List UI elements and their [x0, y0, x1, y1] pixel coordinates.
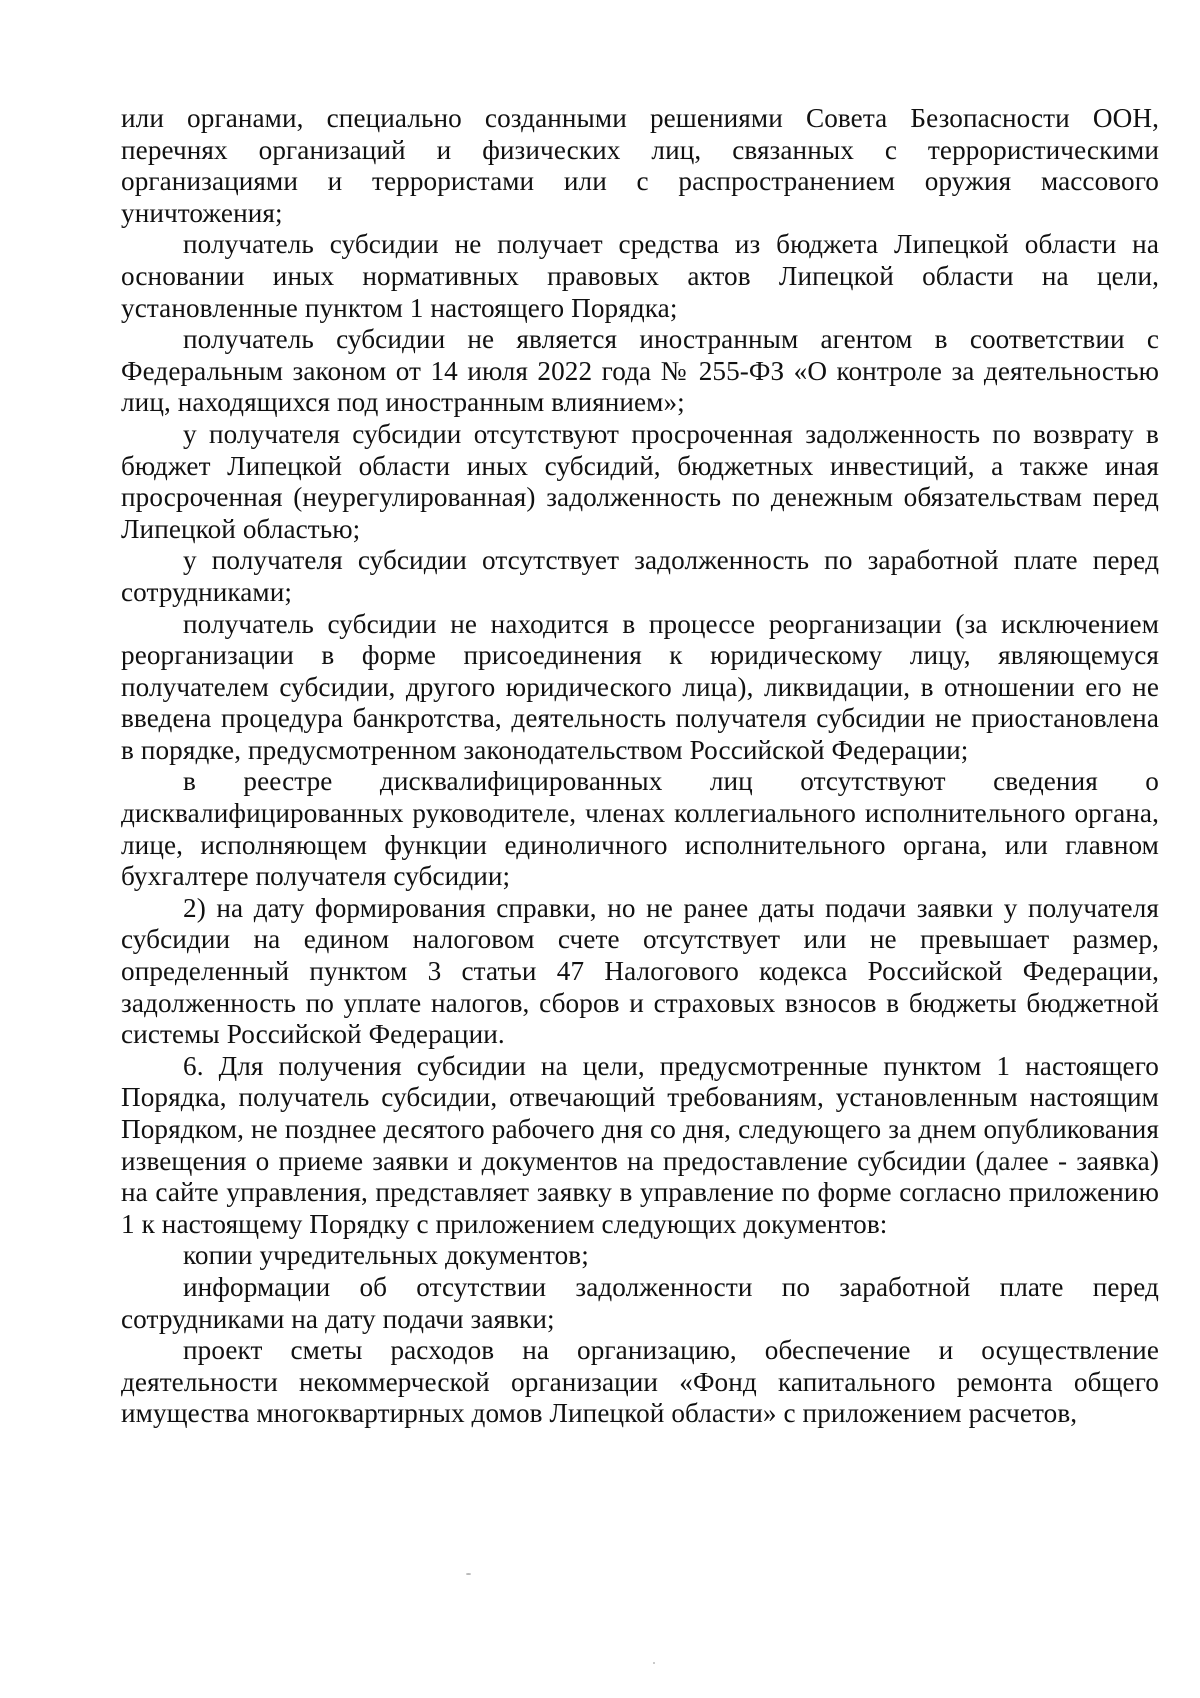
- paragraph-continuation: или органами, специально созданными решениями Совета Безопасности ООН, перечнях организаций и физических лиц, связанных с террористическими организациями и террористами или с распространением оружия массового уничтожения;: [121, 103, 1159, 228]
- paragraph-reorganization: получатель субсидии не находится в процессе реорганизации (за исключением реорганизации в форме присоединения к юридическому лицу, являющемуся получателем субсидии, другого юридического лица), ликвидации, в отношении его не введена процедура банкротства, деятельность получателя субсидии не приостановлена в порядке, предусмотренном законодательством Российской Федерации;: [121, 608, 1159, 765]
- paragraph-cost-estimate: проект сметы расходов на организацию, обеспечение и осуществление деятельности некоммерческой организации «Фонд капитального ремонта общего имущества многоквартирных домов Липецкой области» с приложением расчетов,: [121, 1335, 1159, 1429]
- paragraph-disqualified-register: в реестре дисквалифицированных лиц отсутствуют сведения о дисквалифицированных руководителе, членах коллегиального исполнительного органа, лице, исполняющем функции единоличного исполнительного органа, или главном бухгалтере получателя субсидии;: [121, 766, 1159, 892]
- paragraph-salary-debt: у получателя субсидии отсутствует задолженность по заработной плате перед сотрудниками;: [121, 545, 1159, 607]
- paragraph-budget-funds: получатель субсидии не получает средства из бюджета Липецкой области на основании иных нормативных правовых актов Липецкой области на цели, установленные пунктом 1 настоящего Порядка;: [121, 229, 1159, 323]
- paragraph-founding-documents: копии учредительных документов;: [183, 1240, 589, 1271]
- paragraph-foreign-agent: получатель субсидии не является иностранным агентом в соответствии с Федеральным законом от 14 июля 2022 года № 255-ФЗ «О контроле за деятельностью лиц, находящихся под иностранным влиянием»;: [121, 324, 1159, 418]
- paragraph-no-salary-debt-info: информации об отсутствии задолженности по заработной плате перед сотрудниками на дату подачи заявки;: [121, 1271, 1159, 1334]
- paragraph-tax-account: 2) на дату формирования справки, но не ранее даты подачи заявки у получателя субсидии на едином налоговом счете отсутствует или не превышает размер, определенный пунктом 3 статьи 47 Налогового кодекса Российской Федерации, задолженность по уплате налогов, сборов и страховых взносов в бюджеты бюджетной системы Российской Федерации.: [121, 892, 1159, 1050]
- scan-speck: [653, 1662, 655, 1664]
- document-body: [121, 103, 1159, 1430]
- paragraph-overdue-debt: у получателя субсидии отсутствуют просроченная задолженность по возврату в бюджет Липецкой области иных субсидий, бюджетных инвестиций, а также иная просроченная (неурегулированная) задолженность по денежным обязательствам перед Липецкой областью;: [121, 418, 1159, 544]
- scan-speck: [466, 1573, 471, 1575]
- paragraph-section-6: 6. Для получения субсидии на цели, предусмотренные пунктом 1 настоящего Порядка, получатель субсидии, отвечающий требованиям, установленным настоящим Порядком, не позднее десятого рабочего дня со дня, следующего за днем опубликования извещения о приеме заявки и документов на предоставление субсидии (далее - заявка) на сайте управления, представляет заявку в управление по форме согласно приложению 1 к настоящему Порядку с приложением следующих документов:: [121, 1050, 1159, 1239]
